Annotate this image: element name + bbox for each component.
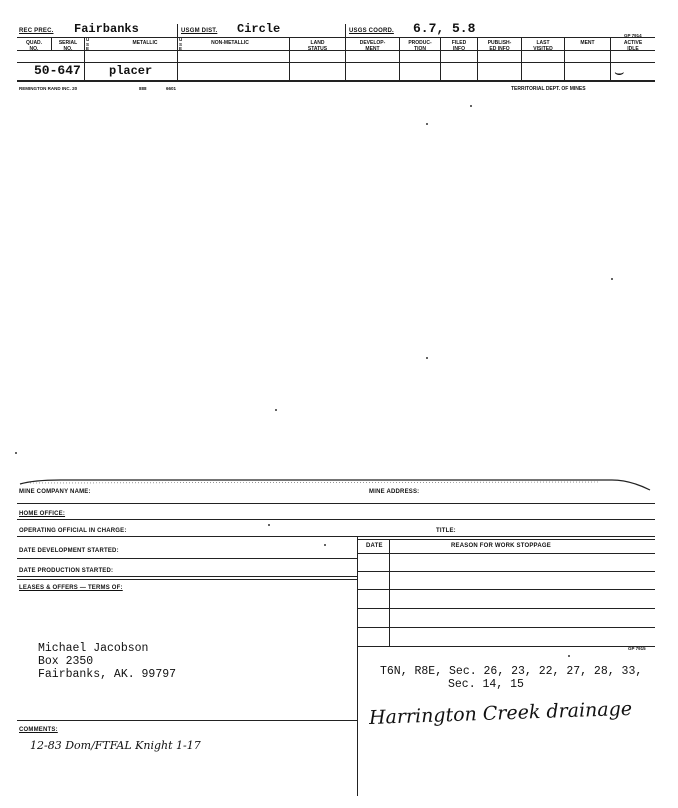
territorial-dept-mark: TERRITORIAL DEPT. OF MINES [511, 86, 586, 92]
usgs-coord-label: USGS COORD. [349, 28, 394, 34]
col-quad-no: QUAD. NO. [25, 40, 43, 52]
comments-label: COMMENTS: [19, 727, 58, 733]
col-serial-no: SERIAL NO. [58, 40, 78, 52]
usgm-dist-label: USGM DIST. [181, 28, 218, 34]
rec-prec-label: REC PREC. [19, 28, 54, 34]
date-production-label: DATE PRODUCTION STARTED: [19, 568, 114, 574]
card-edge [0, 474, 678, 498]
printer-code-1: 888 [139, 86, 147, 91]
metallic-value: placer [109, 64, 153, 78]
col-land-status: LAND STATUS [307, 40, 328, 52]
col-last-visited: LAST VISITED [533, 40, 553, 52]
form-number-bottom: GP 7915 [628, 646, 646, 651]
col-development: DEVELOP- MENT [359, 40, 386, 52]
active-check-mark: ⌣ [614, 62, 625, 81]
drainage-handwriting: Harrington Creek drainage [368, 697, 633, 729]
col-active-idle: ACTIVE IDLE [623, 40, 643, 52]
date-column-header: DATE [366, 543, 383, 549]
rec-prec-value: Fairbanks [74, 22, 139, 36]
col-ment: MENT [580, 40, 595, 46]
printer-code-2: 6601 [166, 86, 177, 91]
home-office-label: HOME OFFICE: [19, 511, 66, 517]
owner-city-line: Fairbanks, AK. 99797 [38, 668, 177, 681]
row-rule [17, 62, 655, 63]
date-development-label: DATE DEVELOPMENT STARTED: [19, 548, 119, 554]
owner-address-line: Box 2350 [38, 655, 94, 668]
col-nonmetallic: NON-METALLIC [211, 40, 249, 46]
col-use-metallic: U S E [86, 37, 90, 51]
col-production: PRODUC- TION [408, 40, 432, 52]
location-line-1: T6N, R8E, Sec. 26, 23, 22, 27, 28, 33, [380, 665, 643, 678]
col-use-nonmetallic: U S E [179, 37, 183, 51]
mine-company-label: MINE COMPANY NAME: [19, 489, 91, 495]
col-metallic: METALLIC [132, 40, 158, 46]
location-line-2: Sec. 14, 15 [448, 678, 524, 691]
col-published-info: PUBLISH- ED INFO [487, 40, 512, 52]
bottom-rule [17, 80, 655, 82]
mine-address-label: MINE ADDRESS: [369, 489, 420, 495]
form-number-top: GP 7914 [624, 33, 642, 38]
col-filed-info: FILED INFO [451, 40, 467, 52]
printer-mark: REMINGTON RAND INC. 20 [19, 86, 78, 91]
owner-name: Michael Jacobson [38, 642, 149, 655]
reason-column-header: REASON FOR WORK STOPPAGE [451, 543, 551, 549]
usgs-coord-value: 6.7, 5.8 [413, 21, 476, 36]
comments-handwriting: 12-83 Dom/FTFAL Knight 1-17 [30, 739, 201, 752]
title-label: TITLE: [436, 528, 456, 534]
top-rule [17, 37, 655, 38]
operating-official-label: OPERATING OFFICIAL IN CHARGE: [19, 528, 127, 534]
usgm-dist-value: Circle [237, 22, 281, 36]
serial-number-value: 50-647 [34, 63, 81, 78]
leases-offers-label: LEASES & OFFERS — TERMS OF: [19, 585, 123, 591]
center-divider [357, 536, 358, 796]
